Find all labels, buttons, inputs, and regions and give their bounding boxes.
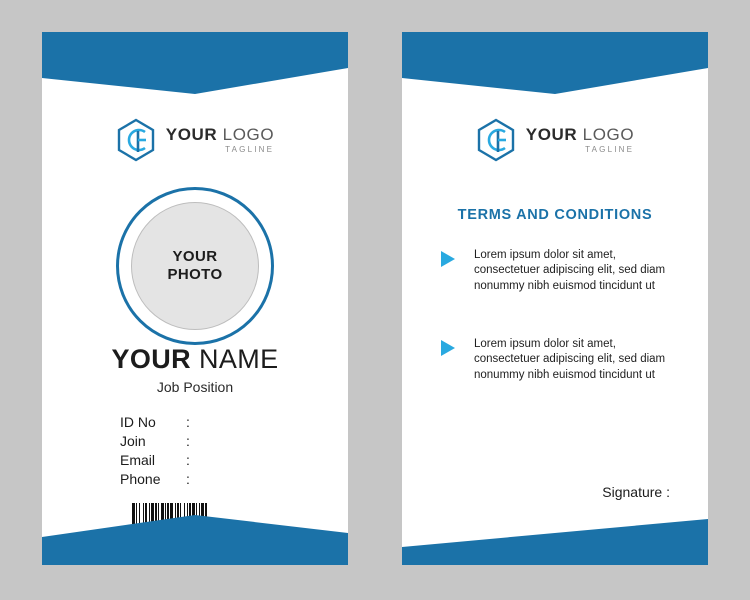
triangle-right-icon [440,250,456,268]
back-logo-title-light: LOGO [582,125,635,144]
terms-bullet-text: Lorem ipsum dolor sit amet, consectetuer adipiscing elit, sed diam nonummy nibh euismod tincidunt ut [474,338,666,381]
field-colon-email: : [186,452,190,468]
front-logo-tagline: TAGLINE [225,145,275,154]
front-logo-title-light: LOGO [222,125,275,144]
front-top-blue-band [42,32,348,104]
field-row-join [120,432,198,451]
front-logo-text [166,126,274,154]
field-label-email: Email [120,452,156,468]
terms-bullet-text: Lorem ipsum dolor sit amet, consectetuer adipiscing elit, sed diam nonummy nibh euismod tincidunt ut [474,249,666,292]
field-colon-id-no: : [186,414,190,430]
back-logo-title-bold: YOUR [525,125,578,144]
field-colon-phone: : [186,471,190,487]
back-bottom-blue-band [402,503,708,565]
photo-placeholder-inner [131,202,259,330]
field-label-id-no: ID No [120,414,156,430]
detail-fields [120,413,198,489]
front-logo-title-bold: YOUR [165,125,218,144]
barcode [132,503,258,535]
field-row-email [120,451,198,470]
id-card-front [42,32,348,565]
back-logo [402,118,708,162]
photo-placeholder[interactable] [116,187,274,345]
field-label-phone: Phone [120,471,161,487]
name-bold: YOUR [111,344,192,374]
terms-bullet-item [440,337,676,383]
card-holder-name [42,344,348,375]
hexagon-monogram-icon [116,118,156,162]
back-top-blue-band [402,32,708,104]
photo-label-line1: YOUR [172,247,218,265]
photo-label-line2: PHOTO [167,266,223,283]
back-logo-tagline: TAGLINE [585,145,635,154]
terms-bullet-item [440,248,676,294]
back-logo-text [526,126,634,154]
field-label-join: Join [120,433,146,449]
triangle-right-icon [440,339,456,357]
signature-label: Signature : [602,484,670,500]
hexagon-monogram-icon [476,118,516,162]
terms-and-conditions-title: TERMS AND CONDITIONS [457,207,653,223]
id-card-back [402,32,708,565]
front-logo [42,118,348,162]
field-row-phone [120,470,198,489]
job-position: Job Position [156,379,234,395]
field-colon-join: : [186,433,190,449]
field-row-id-no [120,413,198,432]
name-thin: NAME [198,344,279,374]
